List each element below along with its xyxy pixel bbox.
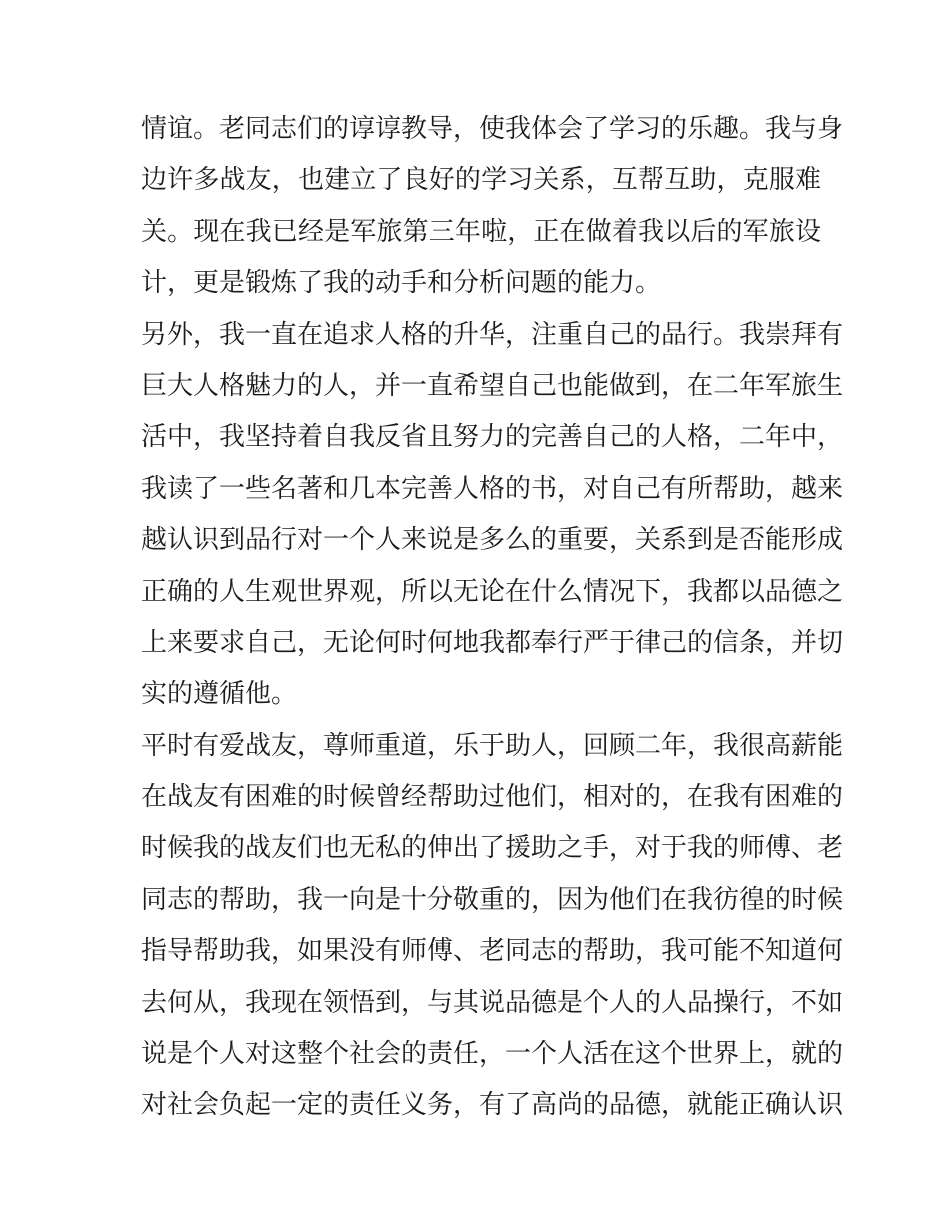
text-line: 巨大人格魅力的人，并一直希望自己也能做到，在二年军旅生 (141, 370, 844, 401)
text-line: 我读了一些名著和几本完善人格的书，对自己有所帮助，越来 (141, 473, 844, 504)
text-line: 计，更是锻炼了我的动手和分析问题的能力。 (141, 268, 662, 299)
text-line: 正确的人生观世界观，所以无论在什么情况下，我都以品德之 (141, 576, 844, 607)
text-line: 情谊。老同志们的谆谆教导，使我体会了学习的乐趣。我与身 (141, 114, 844, 144)
text-line: 边许多战友，也建立了良好的学习关系，互帮互助，克服难 (141, 165, 821, 196)
text-line: 实的遵循他。 (141, 679, 298, 710)
text-line: 活中，我坚持着自我反省且努力的完善自己的人格，二年中， (141, 422, 844, 453)
text-line: 越认识到品行对一个人来说是多么的重要，关系到是否能形成 (141, 525, 844, 556)
text-line: 同志的帮助，我一向是十分敬重的，因为他们在我彷徨的时候 (141, 884, 844, 915)
text-line: 对社会负起一定的责任义务，有了高尚的品德，就能正确认识 (141, 1090, 844, 1121)
text-line: 指导帮助我，如果没有师傅、老同志的帮助，我可能不知道何 (141, 936, 844, 967)
text-line: 另外，我一直在追求人格的升华，注重自己的品行。我崇拜有 (141, 319, 844, 350)
body-text (141, 104, 844, 1132)
text-line: 上来要求自己，无论何时何地我都奉行严于律己的信条，并切 (141, 627, 844, 658)
text-line: 时候我的战友们也无私的伸出了援助之手，对于我的师傅、老 (141, 833, 844, 864)
text-line: 平时有爱战友，尊师重道，乐于助人，回顾二年，我很高薪能 (141, 730, 844, 761)
text-line: 在战友有困难的时候曾经帮助过他们，相对的，在我有困难的 (141, 782, 844, 813)
text-line: 去何从，我现在领悟到，与其说品德是个人的人品操行，不如 (141, 987, 844, 1018)
text-line: 关。现在我已经是军旅第三年啦，正在做着我以后的军旅设 (141, 216, 821, 247)
text-line: 说是个人对这整个社会的责任，一个人活在这个世界上，就的 (141, 1039, 844, 1070)
